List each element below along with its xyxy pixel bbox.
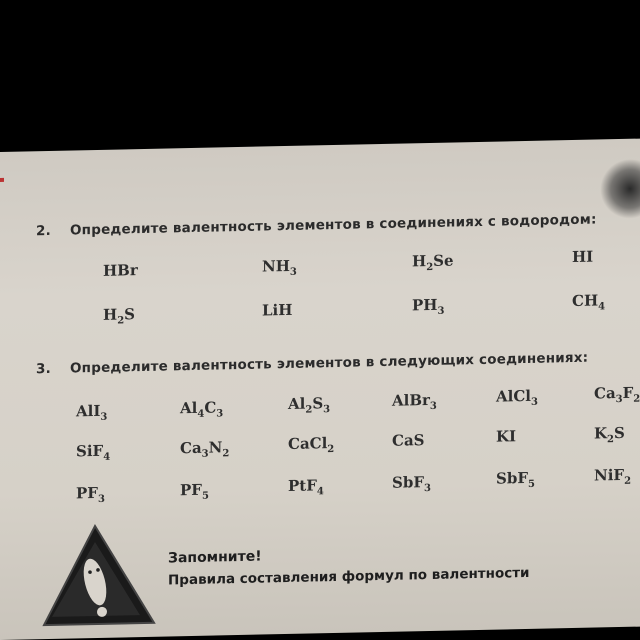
task-3-formula: AlCl$_3$ bbox=[496, 386, 538, 408]
task-3-formula: CaCl$_2$ bbox=[288, 434, 335, 456]
task-3-formula: NiF$_2$ bbox=[594, 465, 632, 487]
task-2-text: Определите валентность элементов в соединениях с водородом: bbox=[70, 211, 597, 239]
task-3-formula: $Al_2S_3$ bbox=[288, 394, 331, 416]
task-2-formula: $CH_4$ bbox=[572, 290, 606, 312]
task-2-formula: HI bbox=[572, 247, 594, 266]
warning-triangle-icon bbox=[40, 519, 160, 632]
task-3-formula: SbF$_5$ bbox=[496, 468, 535, 490]
remember-title: Запомните! bbox=[168, 548, 262, 567]
task-3-text: Определите валентность элементов в следующих соединениях: bbox=[70, 349, 589, 377]
task-2-formula: $PH_3$ bbox=[412, 295, 445, 317]
textbook-page bbox=[0, 139, 640, 640]
task-3-formula: KI bbox=[496, 427, 517, 446]
task-3-formula: CaS bbox=[392, 430, 425, 450]
margin-mark bbox=[0, 178, 4, 182]
task-3-formula: $K_2S$ bbox=[594, 423, 625, 445]
task-2-heading bbox=[36, 212, 597, 240]
task-3-formula: $PF_5$ bbox=[180, 480, 209, 502]
task-2-number: 2. bbox=[36, 222, 51, 240]
task-3-formula: SbF$_3$ bbox=[392, 472, 431, 494]
task-2-formula: $H_2Se$ bbox=[412, 251, 454, 274]
task-2-formula: $H_2S$ bbox=[103, 305, 135, 327]
task-3-heading bbox=[36, 350, 588, 378]
task-2-formula: HBr bbox=[103, 261, 138, 280]
task-2-formula: $NH_3$ bbox=[262, 256, 297, 278]
task-3-formula: $Ca_3F_2$ bbox=[594, 383, 640, 405]
task-3-formula: $Ca_3N_2$ bbox=[180, 437, 230, 460]
task-3-formula: AlBr$_3$ bbox=[392, 390, 437, 412]
task-3-formula: PtF$_4$ bbox=[288, 476, 324, 498]
task-3-formula: SiF$_4$ bbox=[76, 441, 111, 463]
page-shadow bbox=[600, 158, 640, 219]
task-3-formula: $Al_4C_3$ bbox=[180, 397, 224, 420]
task-3-formula: AlI$_3$ bbox=[76, 401, 108, 423]
task-3-number: 3. bbox=[36, 360, 51, 378]
remember-text: Правила составления формул по валентности bbox=[168, 564, 530, 589]
task-2-formula: LiH bbox=[262, 300, 293, 320]
task-3-formula: $PF_3$ bbox=[76, 483, 105, 505]
